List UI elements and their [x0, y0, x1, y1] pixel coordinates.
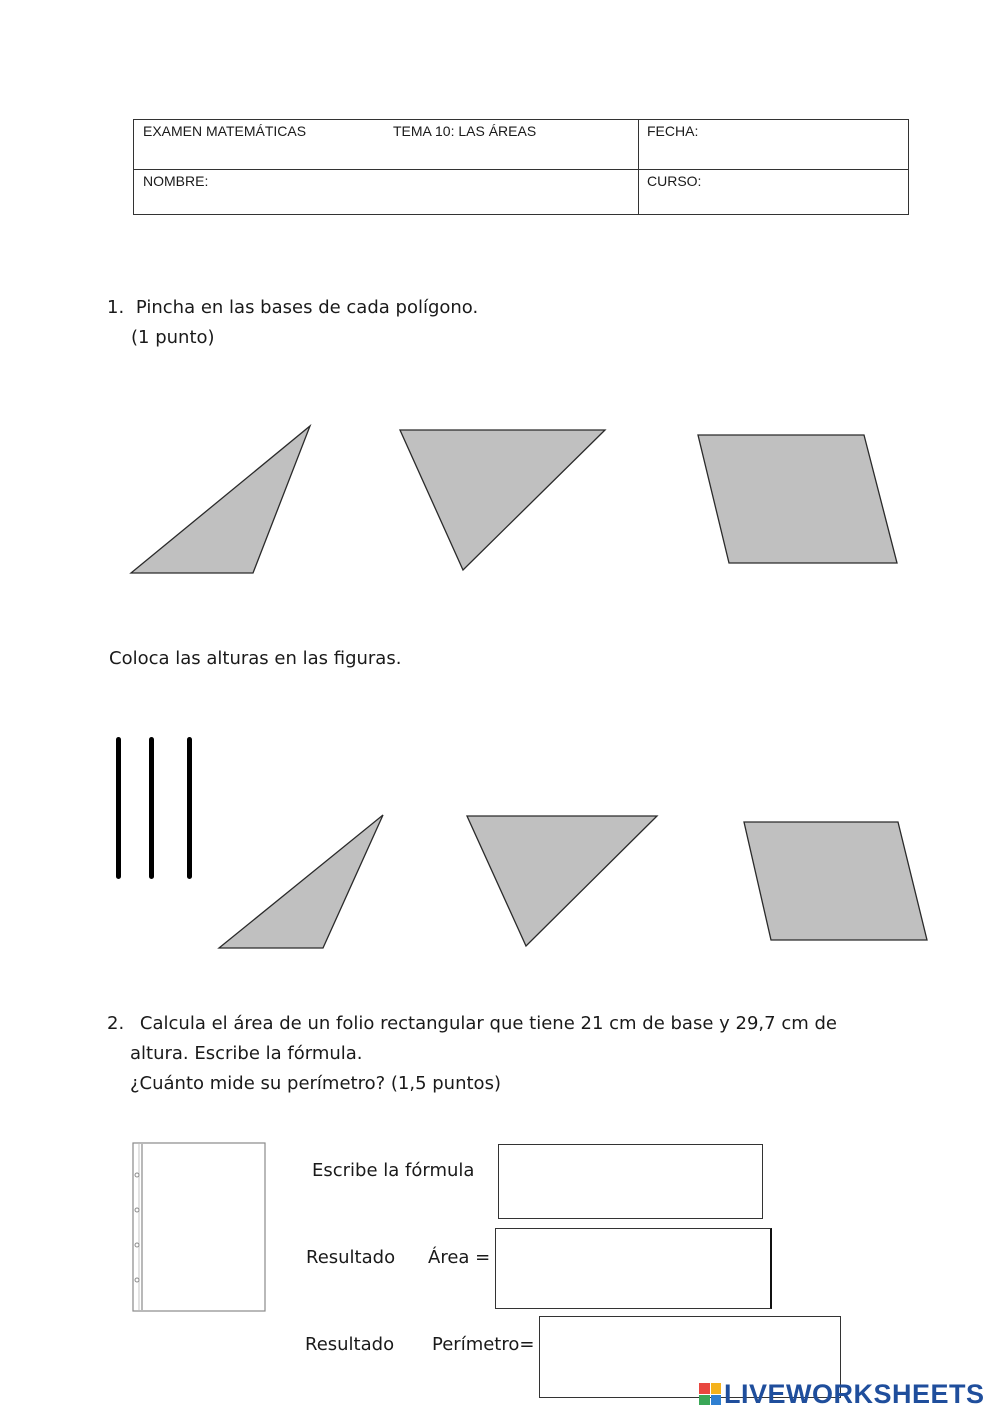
- liveworksheets-logo-text: LIVEWORKSHEETS: [724, 1378, 985, 1409]
- question-2-line-2: altura. Escribe la fórmula.: [130, 1043, 363, 1064]
- triangle-inverted-bottom: [467, 816, 657, 946]
- question-1-text: Pincha en las bases de cada polígono.: [135, 297, 479, 318]
- height-bar-2[interactable]: [149, 737, 154, 879]
- parallelogram-bottom: [744, 822, 927, 940]
- triangle-obtuse-top: [131, 426, 310, 573]
- height-bar-3[interactable]: [187, 737, 192, 879]
- date-label: FECHA:: [647, 123, 699, 139]
- question-2-line-3: ¿Cuánto mide su perímetro? (1,5 puntos): [130, 1073, 501, 1094]
- question-2: [107, 1009, 837, 1039]
- parallelogram-top: [698, 435, 897, 563]
- formula-label: Escribe la fórmula: [312, 1160, 475, 1181]
- exam-title: EXAMEN MATEMÁTICAS: [143, 123, 307, 139]
- name-label: NOMBRE:: [143, 173, 209, 189]
- liveworksheets-logo: [699, 1379, 985, 1409]
- area-label: Área =: [428, 1247, 491, 1268]
- topic-title: TEMA 10: LAS ÁREAS: [393, 123, 537, 139]
- heights-instruction: Coloca las alturas en las figuras.: [109, 648, 402, 669]
- area-result-label: Resultado: [306, 1247, 396, 1268]
- perimeter-result-label: Resultado: [305, 1334, 395, 1355]
- formula-input[interactable]: [498, 1144, 763, 1219]
- question-2-number: 2.: [107, 1013, 125, 1034]
- polygon-group-top: [131, 426, 897, 573]
- liveworksheets-logo-icon: [699, 1383, 721, 1405]
- question-2-line-1: Calcula el área de un folio rectangular que tiene 21 cm de base y 29,7 cm de: [139, 1013, 837, 1034]
- question-1-number: 1.: [107, 297, 125, 318]
- height-bar-1[interactable]: [116, 737, 121, 879]
- paper-sheet-illustration: [133, 1143, 265, 1311]
- polygon-group-bottom: [219, 815, 927, 948]
- question-1-points: (1 punto): [131, 327, 215, 348]
- perimeter-label: Perímetro=: [432, 1334, 535, 1355]
- triangle-inverted-top: [400, 430, 605, 570]
- course-label: CURSO:: [647, 173, 702, 189]
- triangle-obtuse-bottom: [219, 815, 383, 948]
- area-input[interactable]: [495, 1228, 772, 1309]
